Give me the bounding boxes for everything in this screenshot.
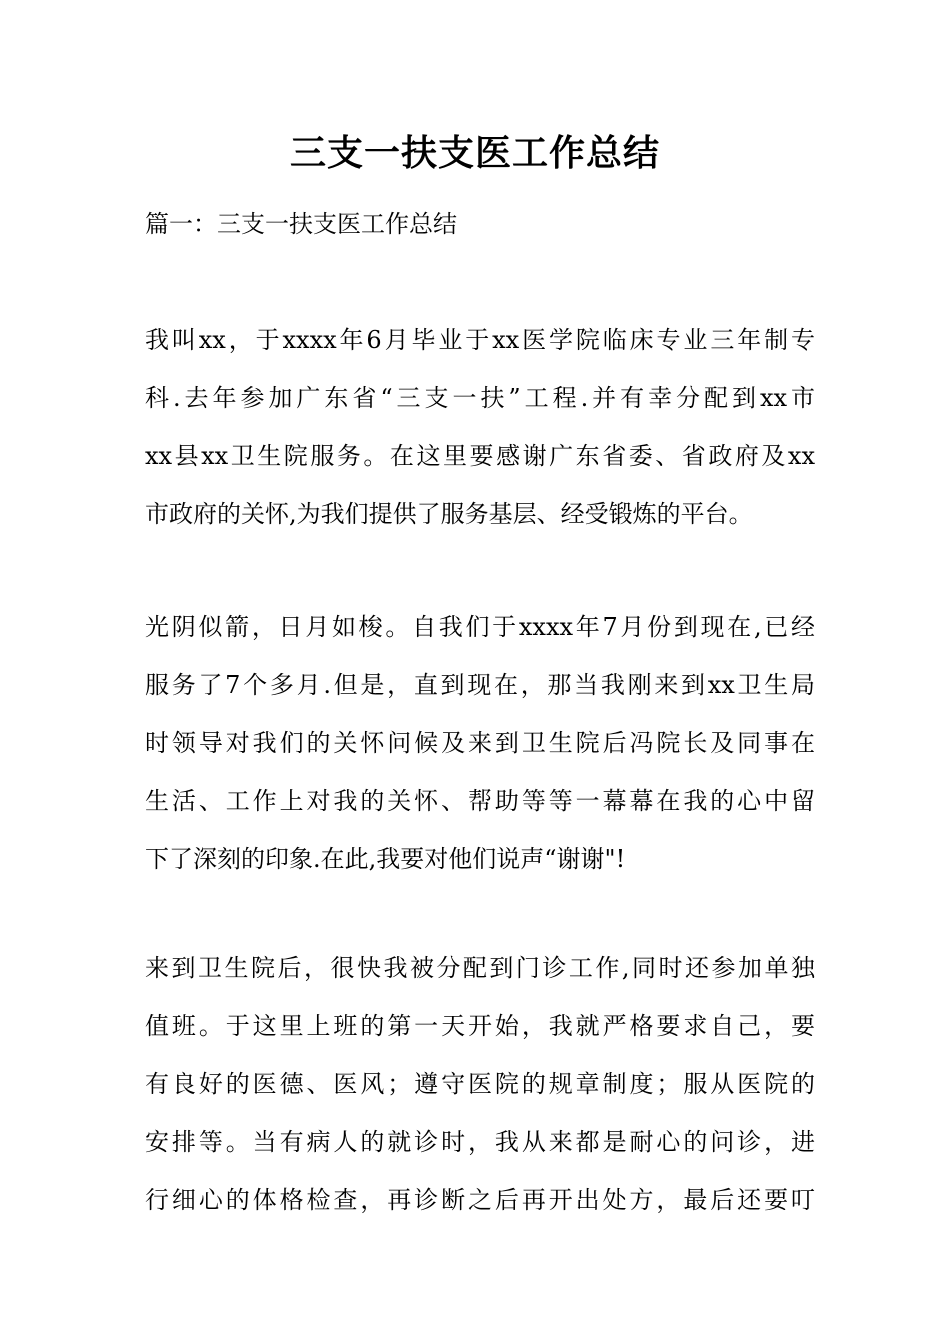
paragraph-line: 市政府的关怀,为我们提供了服务基层、经受锻炼的平台。 <box>145 500 753 528</box>
paragraph-line: 我叫xx，于xxxx年6月毕业于xx医学院临床专业三年制专 <box>145 326 815 354</box>
paragraph-gratitude <box>145 598 815 888</box>
paragraph-line: 安排等。当有病人的就诊时，我从来都是耐心的问诊，进 <box>145 1128 815 1156</box>
paragraph-line: 光阴似箭，日月如梭。自我们于xxxx年7月份到现在,已经 <box>145 613 815 641</box>
paragraph-line: 下了深刻的印象.在此,我要对他们说声“谢谢"! <box>145 845 626 873</box>
paragraph-line: 行细心的体格检查，再诊断之后再开出处方，最后还要叮 <box>145 1186 815 1214</box>
document-subtitle: 篇一：三支一扶支医工作总结 <box>145 210 457 238</box>
paragraph-line: 有良好的医德、医风；遵守医院的规章制度；服从医院的 <box>145 1070 815 1098</box>
paragraph-work <box>145 939 815 1229</box>
paragraph-line: 生活、工作上对我的关怀、帮助等等一幕幕在我的心中留 <box>145 787 815 815</box>
document-title: 三支一扶支医工作总结 <box>289 132 660 174</box>
paragraph-line: xx县xx卫生院服务。在这里要感谢广东省委、省政府及xx <box>145 442 815 470</box>
paragraph-line: 值班。于这里上班的第一天开始，我就严格要求自己，要 <box>145 1012 815 1040</box>
paragraph-line: 来到卫生院后，很快我被分配到门诊工作,同时还参加单独 <box>145 954 815 982</box>
paragraph-line: 服务了7个多月.但是，直到现在，那当我刚来到xx卫生局 <box>145 671 815 699</box>
paragraph-line: 科.去年参加广东省“三支一扶”工程.并有幸分配到xx市 <box>145 384 815 412</box>
paragraph-introduction <box>145 311 815 543</box>
paragraph-line: 时领导对我们的关怀问候及来到卫生院后冯院长及同事在 <box>145 729 815 757</box>
